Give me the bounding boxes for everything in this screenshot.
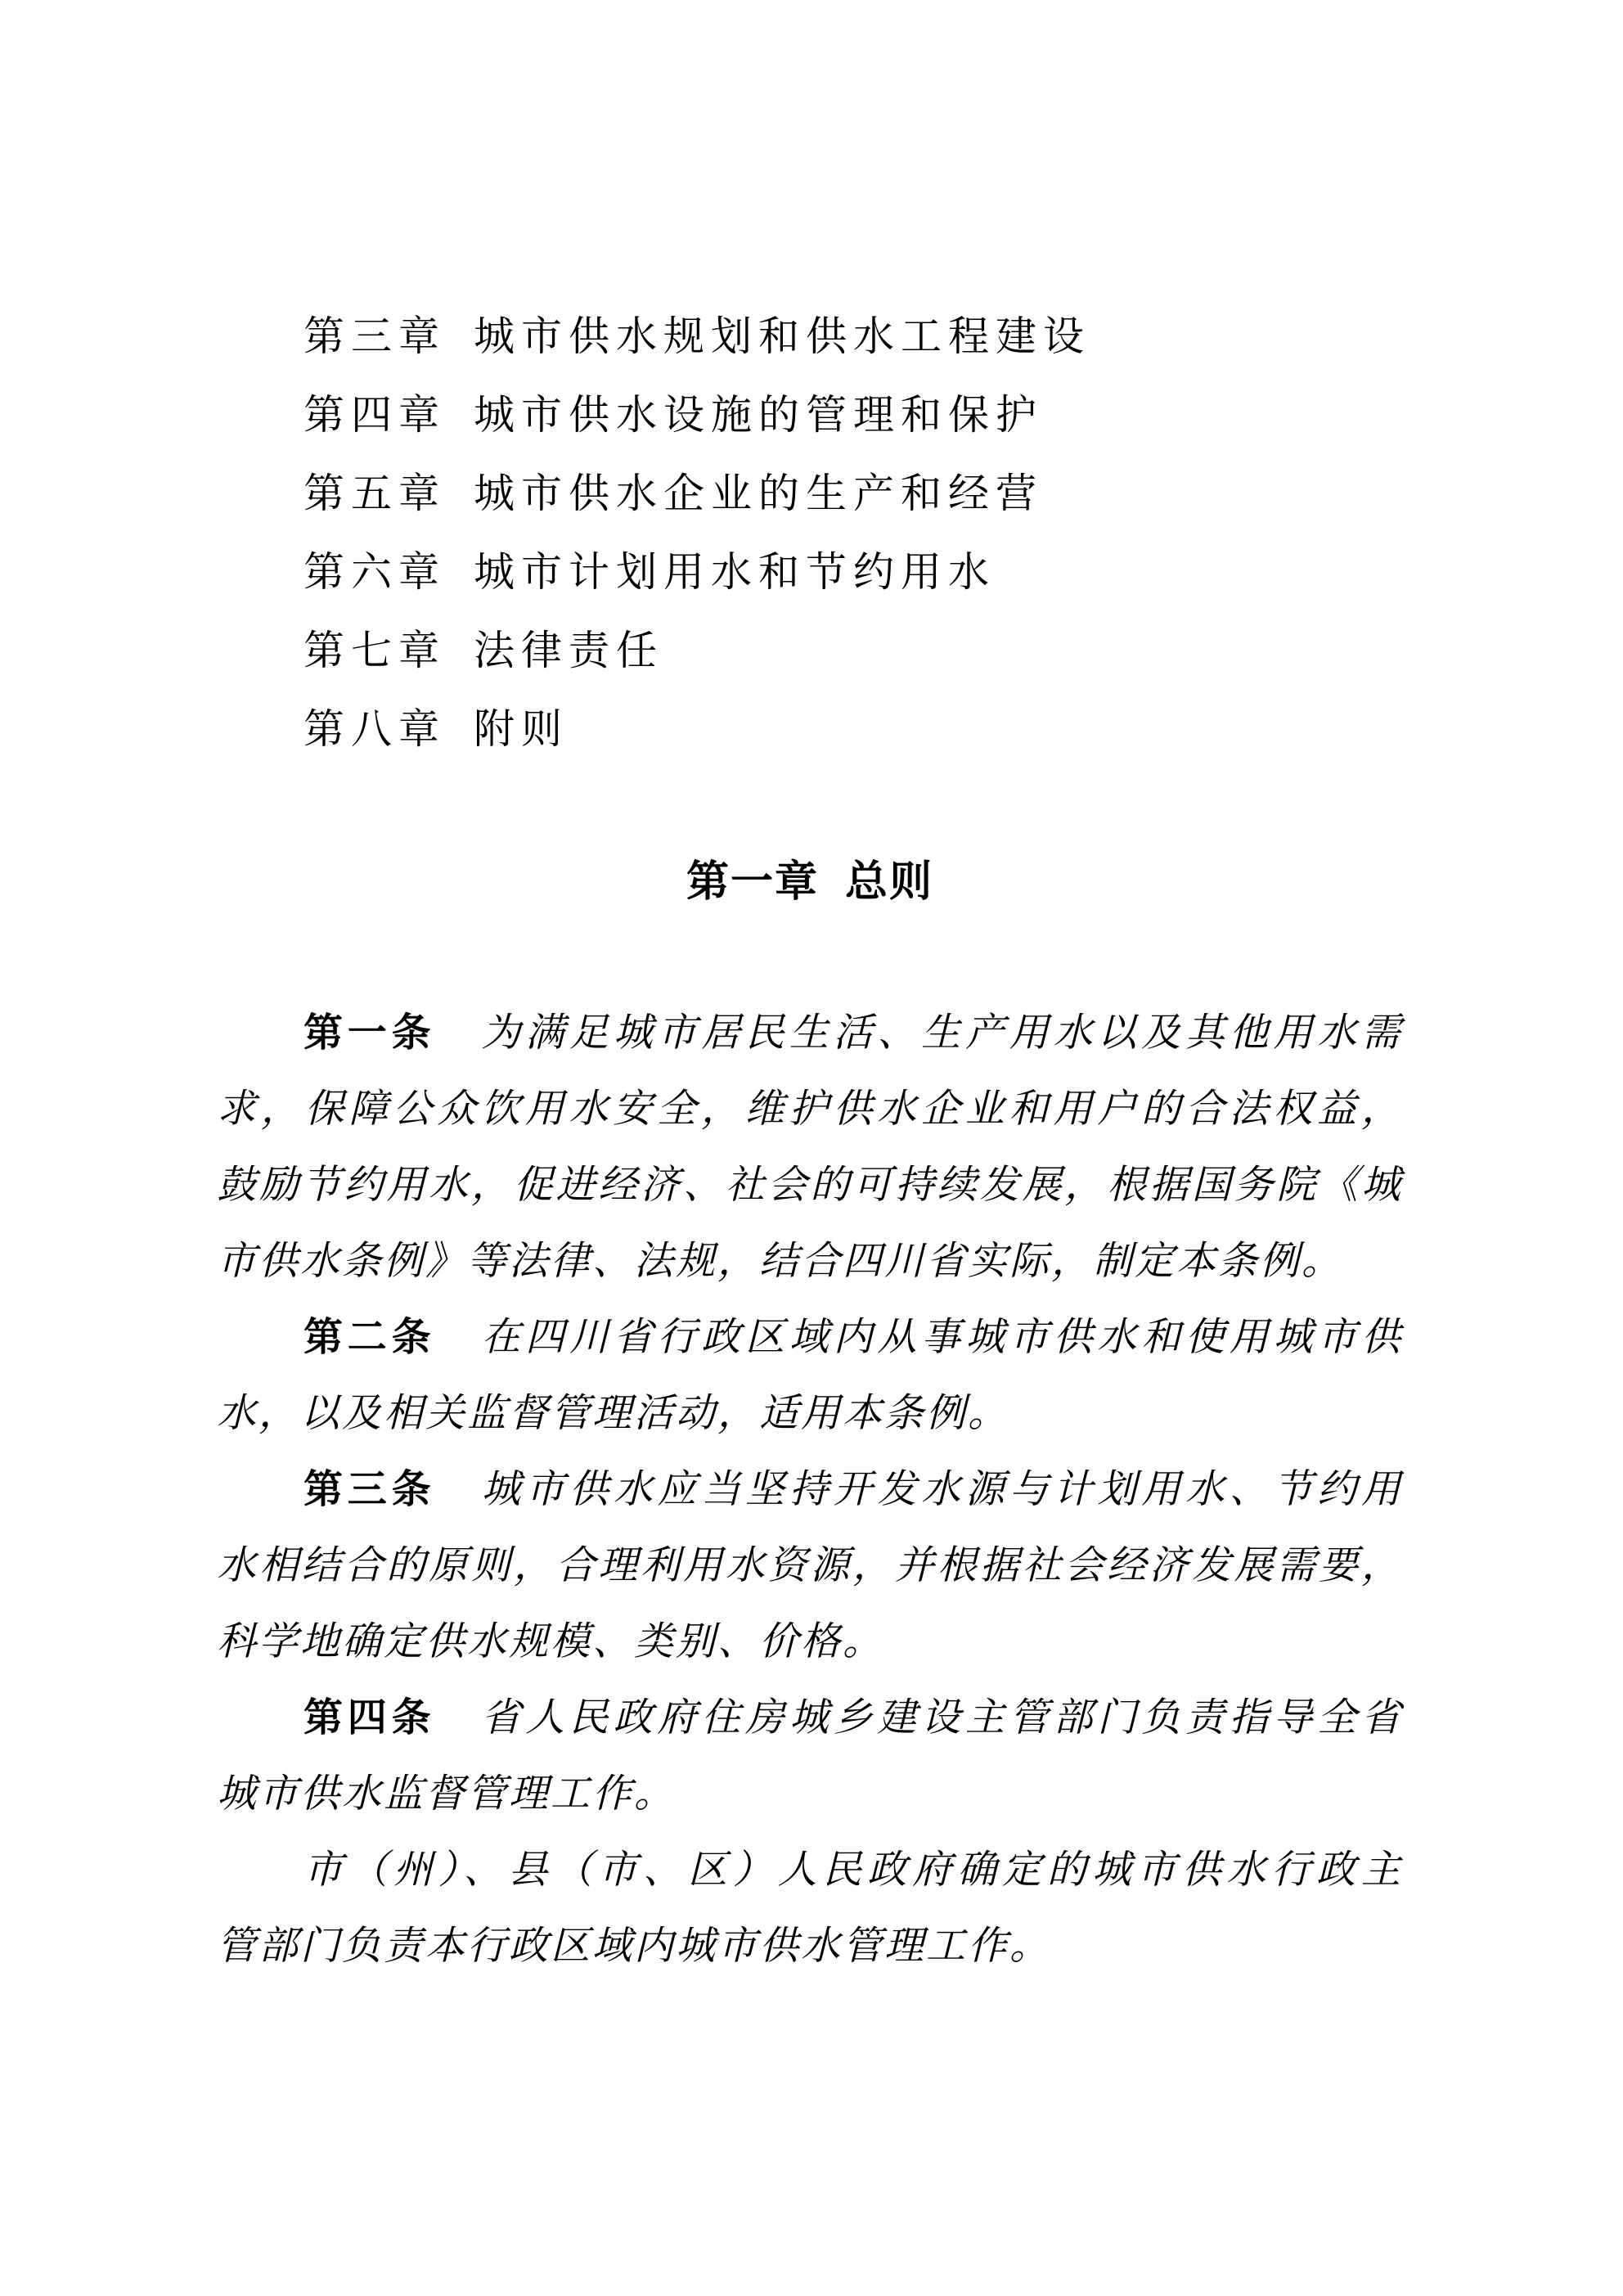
heading-title: 总则 xyxy=(845,858,934,906)
article xyxy=(217,1299,1403,1452)
article xyxy=(217,995,1403,1299)
body-line-text: 省人民政府住房城乡建设主管部门负责指导全省 xyxy=(481,1696,1403,1740)
toc-title: 附则 xyxy=(474,706,569,752)
body-line xyxy=(217,1299,1403,1375)
body-line xyxy=(217,1147,1403,1223)
toc-chapter-label: 第四章 xyxy=(303,392,446,438)
toc-row xyxy=(217,297,1403,376)
body-line-text: 为满足城市居民生活、生产用水以及其他用水需 xyxy=(481,1011,1403,1055)
article xyxy=(217,1832,1403,1984)
toc-row xyxy=(217,533,1403,611)
toc-row xyxy=(217,376,1403,454)
toc-chapter-label: 第八章 xyxy=(303,706,446,752)
body-line xyxy=(217,1375,1403,1452)
document-body xyxy=(217,995,1403,1984)
body-line-text: 求，保障公众饮用水安全，维护供水企业和用户的合法权益， xyxy=(217,1087,1403,1131)
article-label: 第三条 xyxy=(303,1468,436,1511)
toc-chapter-label: 第五章 xyxy=(303,470,446,516)
body-line xyxy=(217,1680,1403,1756)
body-line xyxy=(217,1528,1403,1604)
article xyxy=(217,1452,1403,1680)
table-of-contents xyxy=(217,0,1403,768)
body-line xyxy=(217,1452,1403,1528)
body-line xyxy=(217,1756,1403,1832)
article-label: 第二条 xyxy=(303,1316,436,1359)
body-line xyxy=(217,1223,1403,1299)
body-line-text: 在四川省行政区域内从事城市供水和使用城市供 xyxy=(481,1316,1403,1359)
body-line xyxy=(217,1908,1403,1984)
article-label: 第四条 xyxy=(303,1696,436,1740)
toc-title: 城市供水规划和供水工程建设 xyxy=(474,313,1090,359)
toc-row xyxy=(217,690,1403,768)
body-line-text: 市供水条例》等法律、法规，结合四川省实际，制定本条例。 xyxy=(217,1240,1344,1283)
toc-chapter-label: 第七章 xyxy=(303,628,446,673)
body-line xyxy=(217,1832,1403,1908)
body-line-text: 市（州）、县（市、区）人民政府确定的城市供水行政主 xyxy=(303,1848,1403,1892)
toc-row xyxy=(217,454,1403,533)
article xyxy=(217,1680,1403,1832)
toc-title: 城市计划用水和节约用水 xyxy=(474,549,996,595)
section-heading xyxy=(217,851,1403,913)
heading-chapter: 第一章 xyxy=(686,858,819,906)
body-line-text: 科学地确定供水规模、类别、价格。 xyxy=(217,1620,885,1663)
toc-chapter-label: 第三章 xyxy=(303,313,446,359)
body-line-text: 水相结合的原则，合理利用水资源，并根据社会经济发展需要， xyxy=(217,1544,1403,1587)
body-line-text: 城市供水监督管理工作。 xyxy=(217,1772,677,1816)
toc-row xyxy=(217,611,1403,690)
body-line-text: 鼓励节约用水，促进经济、社会的可持续发展，根据国务院《城 xyxy=(217,1164,1403,1207)
body-line xyxy=(217,1071,1403,1147)
toc-chapter-label: 第六章 xyxy=(303,549,446,595)
body-line-text: 水，以及相关监督管理活动，适用本条例。 xyxy=(217,1392,1010,1435)
body-line xyxy=(217,1604,1403,1680)
toc-title: 城市供水企业的生产和经营 xyxy=(474,470,1043,516)
article-label: 第一条 xyxy=(303,1011,436,1055)
toc-title: 城市供水设施的管理和保护 xyxy=(474,392,1043,438)
toc-title: 法律责任 xyxy=(474,628,663,673)
body-line-text: 管部门负责本行政区域内城市供水管理工作。 xyxy=(217,1925,1052,1968)
body-line-text: 城市供水应当坚持开发水源与计划用水、节约用 xyxy=(481,1468,1403,1511)
body-line xyxy=(217,995,1403,1071)
